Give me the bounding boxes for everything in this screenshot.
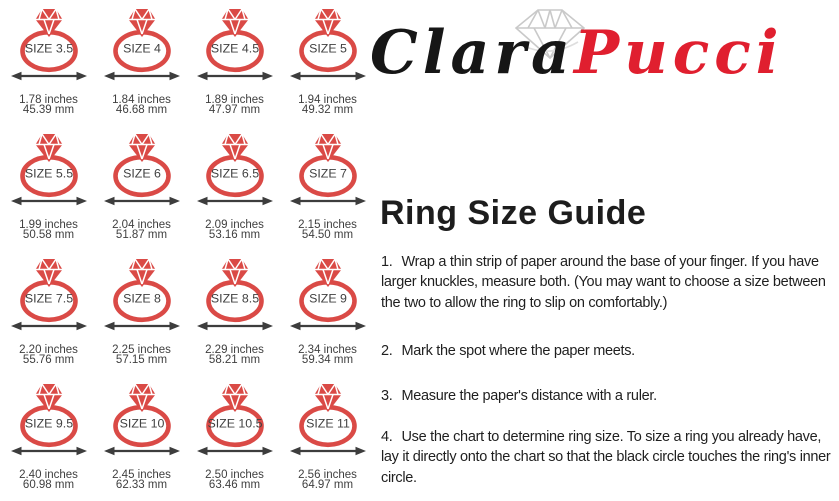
ring-icon: [281, 3, 374, 85]
diameter-mm: 55.76 mm: [22, 354, 75, 366]
diameter-arrow-icon: [11, 197, 87, 206]
step-text: Measure the paper's distance with a ruler.: [401, 387, 657, 404]
diameter-inches: 2.34 inches: [298, 344, 357, 356]
diameter-mm: 59.34 mm: [301, 354, 354, 366]
diameter-inches: 2.20 inches: [19, 344, 78, 356]
diameter-mm: 60.98 mm: [22, 479, 75, 491]
ring-size-label: SIZE 7: [309, 166, 347, 181]
ring-cell: [281, 125, 374, 250]
brand-name-pucci: Pucci: [574, 18, 784, 88]
ring-cell: [281, 0, 374, 125]
step-3: [381, 386, 833, 406]
ring-size-label: SIZE 5.5: [24, 166, 74, 181]
diameter-inches: 2.04 inches: [112, 219, 171, 231]
ring-size-label: SIZE 6.5: [210, 166, 260, 181]
diameter-inches: 2.45 inches: [112, 469, 171, 481]
diameter-inches: 1.84 inches: [112, 94, 171, 106]
ring-icon: [2, 128, 95, 210]
ring-cell: [188, 250, 281, 375]
diameter-arrow-icon: [197, 447, 273, 456]
ring-icon: [2, 378, 95, 460]
ring-cell: [2, 125, 95, 250]
ring-icon: [188, 128, 281, 210]
diameter-arrow-icon: [290, 322, 366, 331]
step-2: [381, 341, 833, 361]
diameter-arrow-icon: [104, 72, 180, 81]
diameter-arrow-icon: [11, 72, 87, 81]
ring-icon: [281, 253, 374, 335]
diameter-mm: 54.50 mm: [301, 229, 354, 241]
diameter-inches: 2.09 inches: [205, 219, 264, 231]
ring-icon: [95, 3, 188, 85]
ring-size-label: SIZE 3.5: [24, 41, 74, 56]
ring-cell: [2, 0, 95, 125]
ring-size-label: SIZE 9.5: [24, 416, 74, 431]
diameter-arrow-icon: [197, 197, 273, 206]
diameter-mm: 62.33 mm: [115, 479, 168, 491]
ring-icon: [95, 128, 188, 210]
step-4: [381, 427, 833, 488]
ring-icon: [281, 128, 374, 210]
diameter-arrow-icon: [11, 447, 87, 456]
diameter-inches: 2.29 inches: [205, 344, 264, 356]
ring-cell: [95, 250, 188, 375]
diameter-inches: 1.89 inches: [205, 94, 264, 106]
ring-icon: [95, 378, 188, 460]
ring-cell: [2, 375, 95, 500]
ring-size-chart: [2, 0, 376, 501]
diameter-mm: 64.97 mm: [301, 479, 354, 491]
diameter-mm: 46.68 mm: [115, 104, 168, 116]
step-number: 4.: [381, 429, 393, 446]
diameter-mm: 49.32 mm: [301, 104, 354, 116]
diameter-arrow-icon: [290, 447, 366, 456]
ring-size-label: SIZE 10.5: [207, 416, 263, 431]
diameter-arrow-icon: [197, 72, 273, 81]
ring-icon: [281, 378, 374, 460]
diameter-arrow-icon: [197, 322, 273, 331]
diameter-inches: 1.94 inches: [298, 94, 357, 106]
ring-size-label: SIZE 8: [123, 291, 161, 306]
diameter-arrow-icon: [290, 72, 366, 81]
diameter-inches: 2.15 inches: [298, 219, 357, 231]
diameter-inches: 2.50 inches: [205, 469, 264, 481]
diameter-mm: 47.97 mm: [208, 104, 261, 116]
diameter-arrow-icon: [104, 322, 180, 331]
step-text: Use the chart to determine ring size. To size a ring you already have, lay it directly onto the chart so that the black circle touches the ring's inner circle.: [381, 429, 831, 486]
diameter-arrow-icon: [104, 447, 180, 456]
ring-cell: [2, 250, 95, 375]
ring-cell: [281, 250, 374, 375]
ring-size-label: SIZE 8.5: [210, 291, 260, 306]
step-1: [381, 252, 833, 313]
diameter-arrow-icon: [290, 197, 366, 206]
ring-size-label: SIZE 4: [123, 41, 161, 56]
diameter-arrow-icon: [104, 197, 180, 206]
diameter-mm: 53.16 mm: [208, 229, 261, 241]
diameter-mm: 63.46 mm: [208, 479, 261, 491]
ring-icon: [188, 3, 281, 85]
ring-size-label: SIZE 5: [309, 41, 347, 56]
ring-icon: [2, 3, 95, 85]
ring-icon: [188, 253, 281, 335]
diameter-inches: 2.25 inches: [112, 344, 171, 356]
ring-size-label: SIZE 10: [119, 416, 165, 431]
step-text: Wrap a thin strip of paper around the base of your finger. If you have larger knuckles, measure both. (You may want to choose a size between the two to allow the ring to slip on comfortably.): [381, 254, 826, 311]
ring-size-label: SIZE 6: [123, 166, 161, 181]
ring-size-label: SIZE 9: [309, 291, 347, 306]
brand-name-clara: Clara: [370, 18, 575, 88]
diameter-inches: 2.40 inches: [19, 469, 78, 481]
ring-icon: [2, 253, 95, 335]
diameter-inches: 1.78 inches: [19, 94, 78, 106]
diameter-mm: 58.21 mm: [208, 354, 261, 366]
ring-icon: [188, 378, 281, 460]
ring-cell: [188, 125, 281, 250]
diameter-mm: 50.58 mm: [22, 229, 75, 241]
diameter-mm: 51.87 mm: [115, 229, 168, 241]
step-number: 1.: [381, 254, 393, 270]
ring-cell: [95, 125, 188, 250]
brand-logo: [368, 4, 788, 100]
step-number: 2.: [381, 343, 393, 360]
step-number: 3.: [381, 387, 393, 404]
ring-cell: [281, 375, 374, 500]
ring-cell: [188, 375, 281, 500]
diameter-inches: 2.56 inches: [298, 469, 357, 481]
ring-cell: [188, 0, 281, 125]
ring-cell: [95, 0, 188, 125]
page-title: Ring Size Guide: [380, 194, 647, 232]
ring-cell: [95, 375, 188, 500]
ring-size-label: SIZE 4.5: [210, 41, 260, 56]
diameter-mm: 57.15 mm: [115, 354, 168, 366]
diameter-arrow-icon: [11, 322, 87, 331]
ring-size-label: SIZE 11: [306, 416, 350, 431]
ring-size-label: SIZE 7.5: [24, 291, 74, 306]
diameter-mm: 45.39 mm: [22, 104, 75, 116]
diameter-inches: 1.99 inches: [19, 219, 78, 231]
step-text: Mark the spot where the paper meets.: [401, 343, 635, 360]
ring-icon: [95, 253, 188, 335]
instruction-steps: [381, 252, 833, 488]
